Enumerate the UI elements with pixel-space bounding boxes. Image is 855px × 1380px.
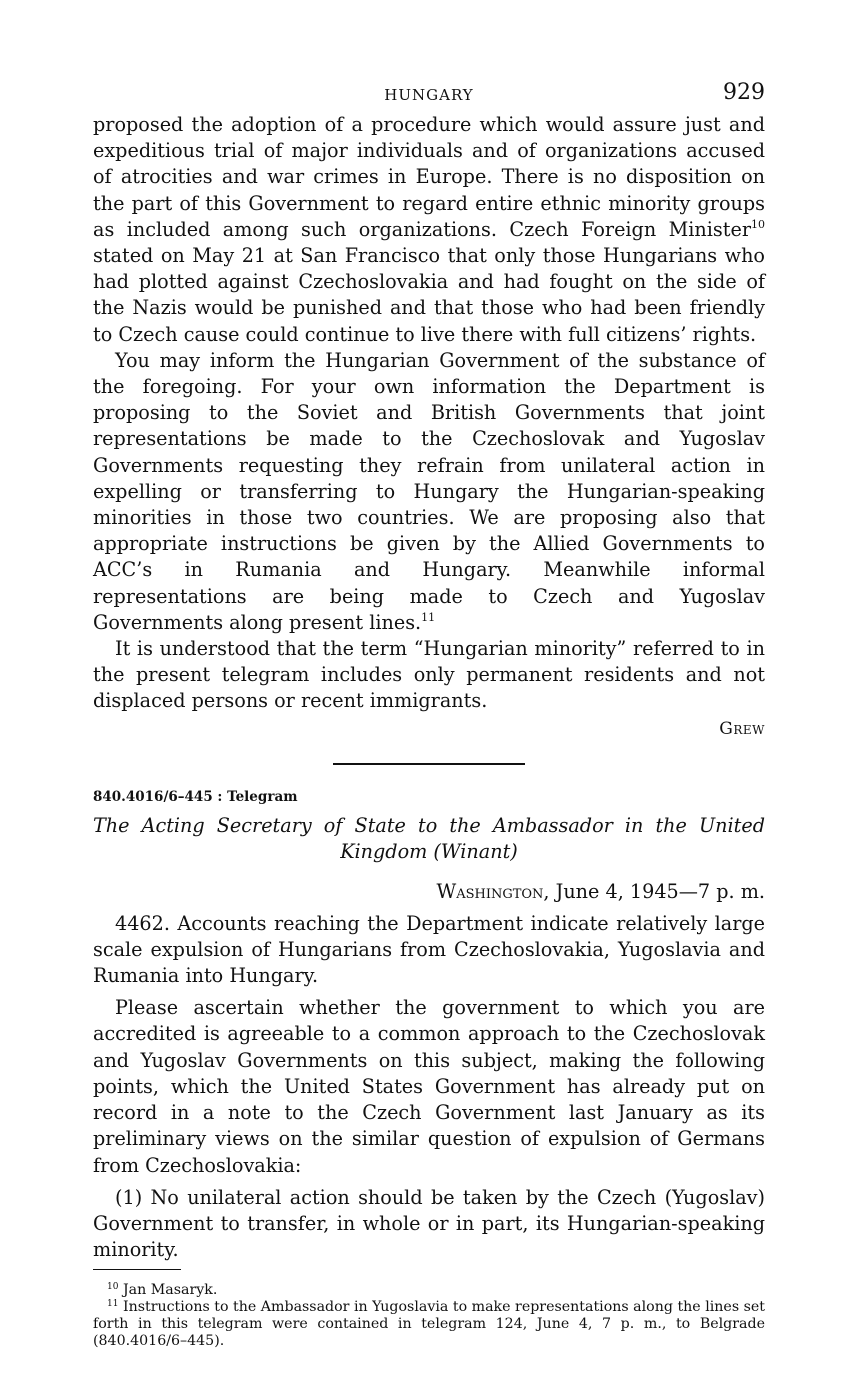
footnote-ref-10: 10: [751, 217, 765, 231]
document-title-line-2: Kingdom (Winant): [340, 839, 518, 863]
dateline-date: June 4, 1945—7 p. m.: [549, 879, 765, 903]
signature: Grew: [719, 718, 765, 739]
footnotes: [93, 1282, 765, 1350]
footnote-ref-11: 11: [421, 610, 436, 624]
telegram-1-paragraph-3: It is understood that the term “Hungarian minority” referred to in the present telegram includes only permanent residents and not displaced persons or recent immigrants.: [93, 637, 765, 713]
page-header: [93, 78, 765, 112]
footnote-divider: [93, 1269, 181, 1270]
telegram-1-paragraph-1: [93, 112, 765, 348]
footnote-mark: 10: [107, 1282, 119, 1293]
document-title-line-1: The Acting Secretary of State to the Ambassador in the United: [93, 813, 765, 837]
section-divider: [333, 763, 525, 765]
paragraph-text: You may inform the Hungarian Government of the substance of the foregoing. For your own information the Department is proposing to the Soviet and British Governments that joint representations be made to the Czechoslovak and Yugoslav Governments requesting they refrain from unilateral action in expelling or transferring to Hungary the Hungarian-speaking minorities in those two countries. We are proposing also that appropriate instructions be given by the Allied Governments to ACC’s in Rumania and Hungary. Meanwhile informal representations are being made to Czech and Yugoslav Governments along present lines.: [93, 348, 765, 634]
file-reference: 840.4016/6–445 : Telegram: [93, 788, 298, 805]
telegram-1-paragraph-2: [93, 348, 765, 636]
document-title: [93, 813, 765, 865]
paragraph-text: proposed the adoption of a procedure which would assure just and expeditious trial of major individuals and of organizations accused of atrocities and war crimes in Europe. There is no disposition on the part of this Government to regard entire ethnic minority groups as included among such organizations. Czech Foreign Minister: [93, 113, 765, 241]
page-number: 929: [723, 80, 765, 105]
footnote-text: Instructions to the Ambassador in Yugoslavia to make representations along the lines set forth in this telegram were contained in telegram 124, June 4, 7 p. m., to Belgrade (840.4016/6–445).: [93, 1299, 765, 1350]
telegram-2-paragraph-1: 4462. Accounts reaching the Department indicate relatively large scale expulsion of Hungarians from Czechoslovakia, Yugoslavia and Rumania into Hungary.: [93, 911, 765, 988]
dateline: [93, 879, 765, 905]
paragraph-text: stated on May 21 at San Francisco that only those Hungarians who had plotted against Czechoslovakia and had fought on the side of the Nazis would be punished and that those who had been friendly to Czech cause could continue to live there with full citizens’ rights.: [93, 244, 765, 346]
telegram-2-point-1: (1) No unilateral action should be taken by the Czech (Yugoslav) Government to transfer, in whole or in part, its Hungarian-speaking minority.: [93, 1185, 765, 1262]
running-head: HUNGARY: [384, 86, 474, 104]
footnote-mark: 11: [107, 1299, 119, 1310]
footnote-text: Jan Masaryk.: [118, 1282, 218, 1299]
dateline-place: Washington,: [436, 879, 550, 903]
footnote-10: [93, 1282, 765, 1299]
document-page: [93, 78, 765, 1350]
footnote-11: [93, 1299, 765, 1350]
telegram-2-paragraph-2: Please ascertain whether the government to which you are accredited is agreeable to a common approach to the Czechoslovak and Yugoslav Governments on this subject, making the following points, which the United States Government has already put on record in a note to the Czech Government last January as its preliminary views on the similar question of expulsion of Germans from Czechoslovakia:: [93, 996, 765, 1177]
